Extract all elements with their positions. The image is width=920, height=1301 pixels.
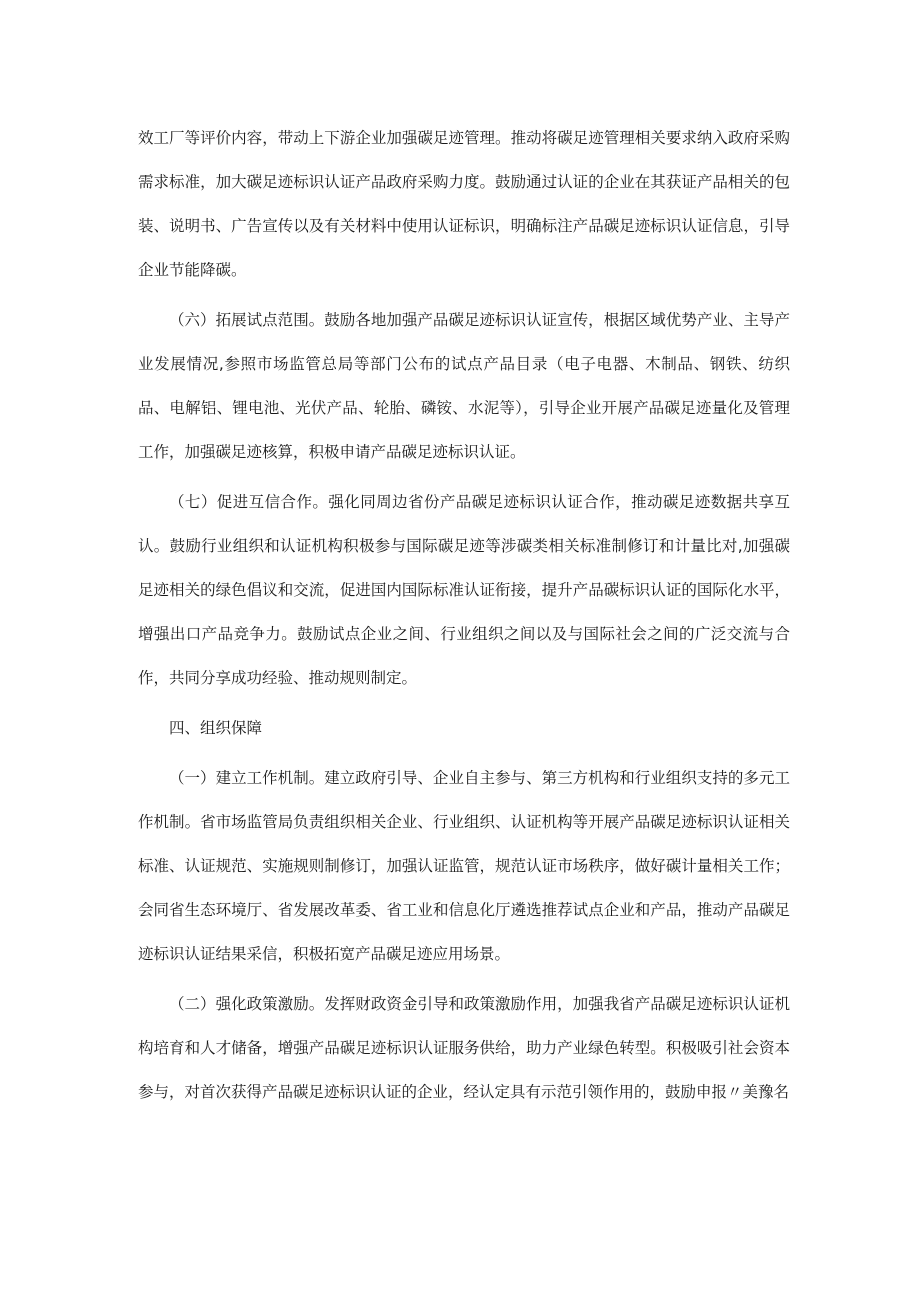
paragraph-six-expand-pilot-scope: （六）拓展试点范围。鼓励各地加强产品碳足迹标识认证宣传，根据区域优势产业、主导产业发展情况,参照市场监管总局等部门公布的试点产品目录（电子电器、木制品、钢铁、纺织品、电解铝、锂电池、光伏产品、轮胎、磷铵、水泥等），引导企业开展产品碳足迹量化及管理工作，加强碳足迹核算，积极申请产品碳足迹标识认证。: [138, 311, 790, 461]
document-body: [138, 116, 790, 1120]
paragraph-two-policy-incentive: （二）强化政策激励。发挥财政资金引导和政策激励作用，加强我省产品碳足迹标识认证机构培育和人才储备，增强产品碳足迹标识认证服务供给，助力产业绿色转型。积极吸引社会资本参与，对首次获得产品碳足迹标识认证的企业，经认定具有示范引领作用的，鼓励申报〃美豫名: [138, 995, 790, 1101]
section-heading-organizational-guarantee: 四、组织保障: [169, 719, 263, 737]
paragraph-seven-mutual-trust-cooperation: （七）促进互信合作。强化同周边省份产品碳足迹标识认证合作，推动碳足迹数据共享互认。鼓励行业组织和认证机构积极参与国际碳足迹等涉碳类相关标准制修订和计量比对,加强碳足迹相关的绿色倡议和交流，促进国内国际标准认证衔接，提升产品碳标识认证的国际化水平，增强出口产品竞争力。鼓励试点企业之间、行业组织之间以及与国际社会之间的广泛交流与合作，共同分享成功经验、推动规则制定。: [138, 493, 790, 687]
paragraph-continuation: 效工厂等评价内容，带动上下游企业加强碳足迹管理。推动将碳足迹管理相关要求纳入政府采购需求标准，加大碳足迹标识认证产品政府采购力度。鼓励通过认证的企业在其获证产品相关的包装、说明书、广告宣传以及有关材料中使用认证标识，明确标注产品碳足迹标识认证信息，引导企业节能降碳。: [138, 129, 790, 279]
paragraph-one-work-mechanism: （一）建立工作机制。建立政府引导、企业自主参与、第三方机构和行业组织支持的多元工作机制。省市场监管局负责组织相关企业、行业组织、认证机构等开展产品碳足迹标识认证相关标准、认证规范、实施规则制修订，加强认证监管，规范认证市场秩序，做好碳计量相关工作；会同省生态环境厅、省发展改革委、省工业和信息化厅遴选推荐试点企业和产品，推动产品碳足迹标识认证结果采信，积极拓宽产品碳足迹应用场景。: [138, 769, 790, 963]
